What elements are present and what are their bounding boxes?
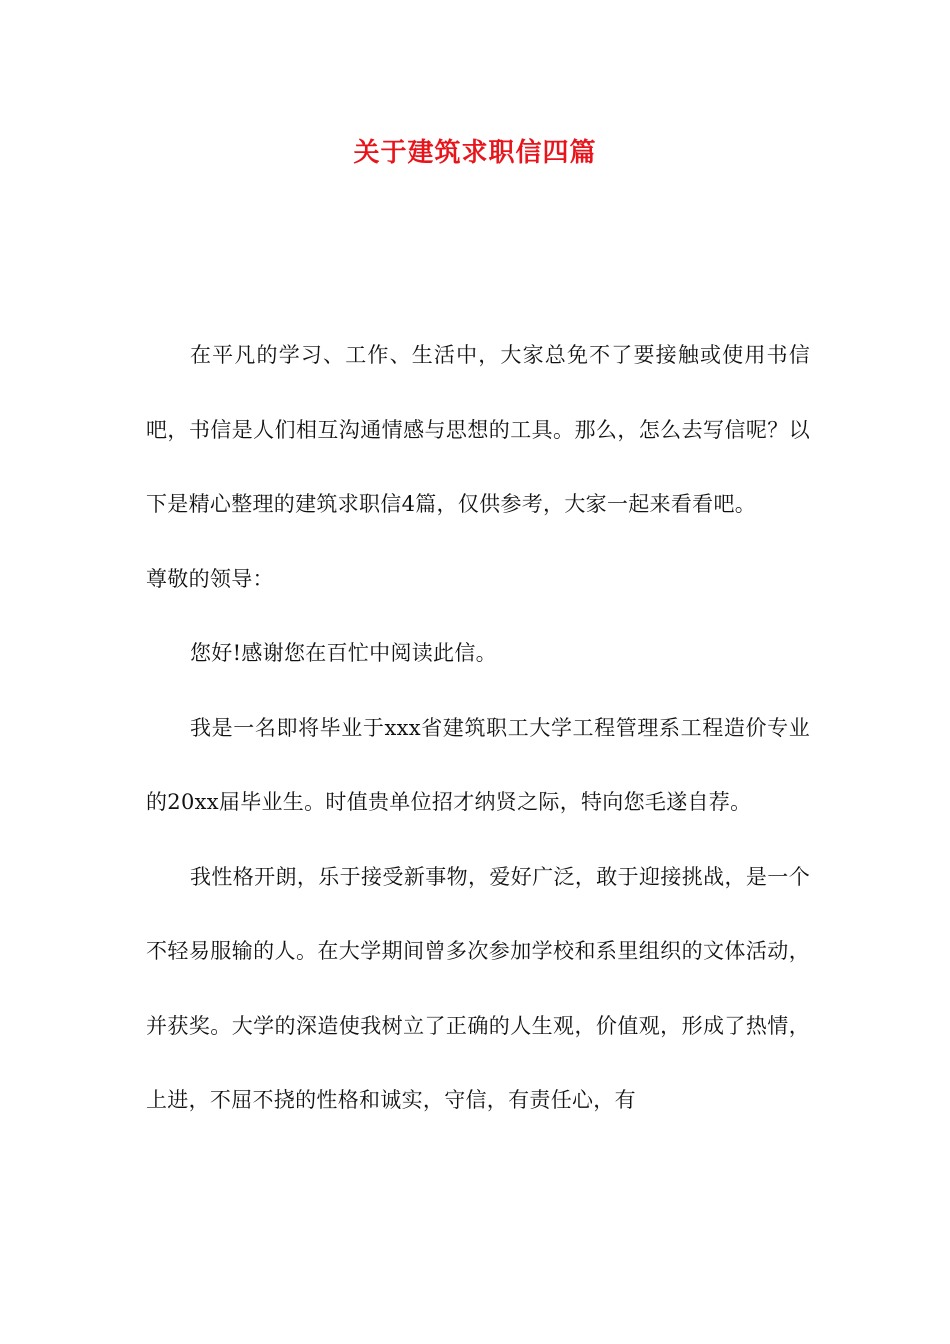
intro-paragraph: 在平凡的学习、工作、生活中，大家总免不了要接触或使用书信吧，书信是人们相互沟通情感与思想的工具。那么，怎么去写信呢？以下是精心整理的建筑求职信4篇，仅供参考，大家一起来看看吧。 — [146, 343, 810, 516]
self-introduction-paragraph: 我是一名即将毕业于xxx省建筑职工大学工程管理系工程造价专业的20xx届毕业生。时值贵单位招才纳贤之际，特向您毛遂自荐。 — [146, 715, 810, 814]
document-body — [146, 318, 810, 1138]
greeting-paragraph: 您好!感谢您在百忙中阅读此信。 — [190, 641, 497, 665]
personality-paragraph: 我性格开朗，乐于接受新事物，爱好广泛，敢于迎接挑战，是一个不轻易服输的人。在大学期间曾多次参加学校和系里组织的文体活动，并获奖。大学的深造使我树立了正确的人生观，价值观，形成了热情，上进，不屈不挠的性格和诚实，守信，有责任心，有 — [146, 864, 810, 1112]
salutation: 尊敬的领导： — [146, 566, 274, 591]
document-title: 关于建筑求职信四篇 — [353, 138, 597, 168]
